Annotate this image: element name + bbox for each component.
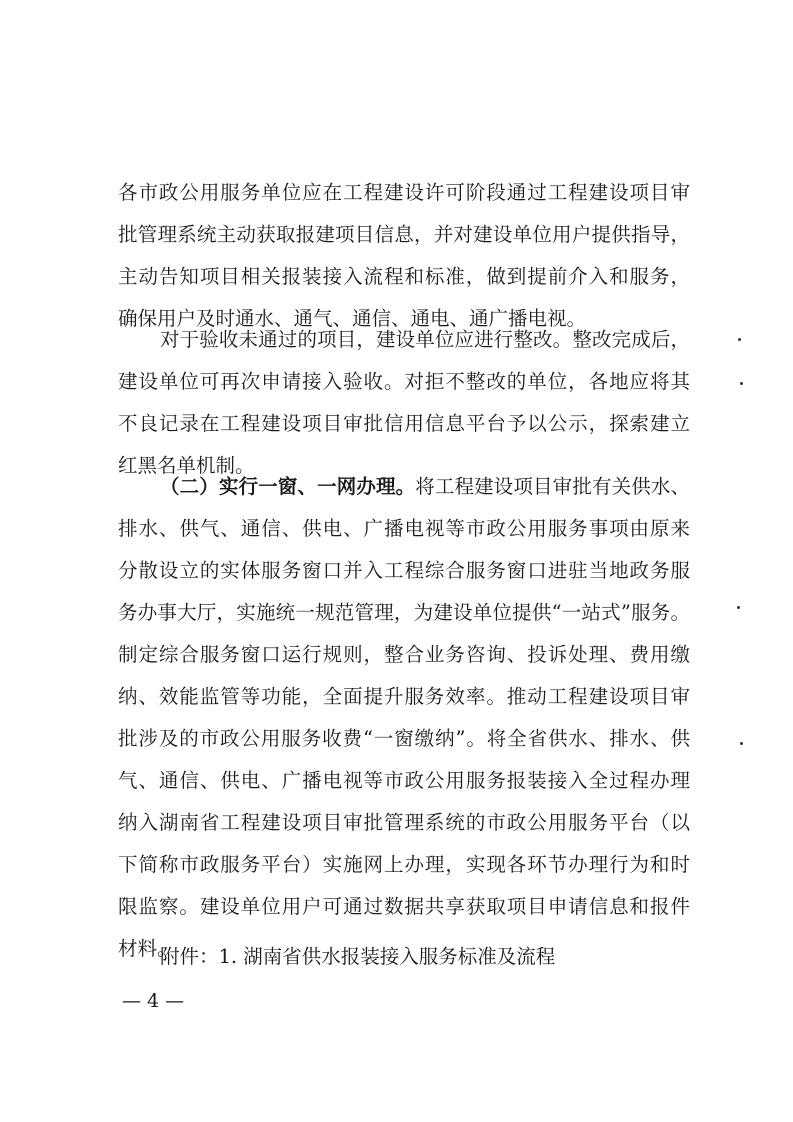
- paragraph-line: 排水、供气、通信、供电、广播电视等市政公用服务事项由原来: [118, 517, 690, 540]
- paragraph-line: 主动告知项目相关报装接入流程和标准，做到提前介入和服务，: [118, 265, 690, 288]
- paragraph-line: 制定综合服务窗口运行规则，整合业务咨询、投诉处理、费用缴: [118, 643, 690, 666]
- paragraph-line: 批管理系统主动获取报建项目信息，并对建设单位用户提供指导，: [118, 223, 690, 246]
- paragraph-line: 限监察。建设单位用户可通过数据共享获取项目申请信息和报件: [118, 895, 690, 918]
- paragraph-line: 不良记录在工程建设项目审批信用信息平台予以公示，探索建立: [118, 412, 690, 435]
- paragraph-line: 分散设立的实体服务窗口并入工程综合服务窗口进驻当地政务服: [118, 559, 690, 582]
- paragraph-line: 建设单位可再次申请接入验收。对拒不整改的单位，各地应将其: [118, 370, 690, 393]
- paragraph-text: 将工程建设项目审批有关供水、: [415, 475, 690, 498]
- paragraph-line: 气、通信、供电、广播电视等市政公用服务报装接入全过程办理: [118, 769, 690, 792]
- paragraph-1: [118, 172, 690, 340]
- paragraph-line: 务办事大厅，实施统一规范管理，为建设单位提供“一站式”服务。: [118, 601, 690, 624]
- paragraph-line: 纳、效能监管等功能，全面提升服务效率。推动工程建设项目审: [118, 685, 690, 708]
- paragraph-line: 批涉及的市政公用服务收费“一窗缴纳”。将全省供水、排水、供: [118, 727, 690, 750]
- paragraph-3: [118, 466, 690, 970]
- scan-speck: [740, 382, 743, 385]
- paragraph-line: 对于验收未通过的项目，建设单位应进行整改。整改完成后，: [160, 328, 690, 351]
- paragraph-line: 材料。: [118, 937, 177, 960]
- paragraph-line: 确保用户及时通水、通气、通信、通电、通广播电视。: [118, 307, 587, 330]
- scan-speck: [740, 742, 743, 745]
- page-number: — 4 —: [122, 990, 185, 1012]
- paragraph-line: 纳入湖南省工程建设项目审批管理系统的市政公用服务平台（以: [118, 811, 690, 834]
- paragraph-line: 各市政公用服务单位应在工程建设许可阶段通过工程建设项目审: [118, 181, 690, 204]
- attachment-line: 附件：1. 湖南省供水报装接入服务标准及流程: [160, 945, 556, 968]
- paragraph-2: [118, 319, 690, 487]
- paragraph-line: 红黑名单机制。: [118, 454, 255, 477]
- scan-speck: [738, 338, 741, 341]
- paragraph-line: 下简称市政服务平台）实施网上办理，实现各环节办理行为和时: [118, 853, 690, 876]
- scan-speck: [737, 606, 740, 609]
- section-heading: （二）实行一窗、一网办理。: [160, 475, 416, 498]
- paragraph-first-line: [118, 466, 690, 508]
